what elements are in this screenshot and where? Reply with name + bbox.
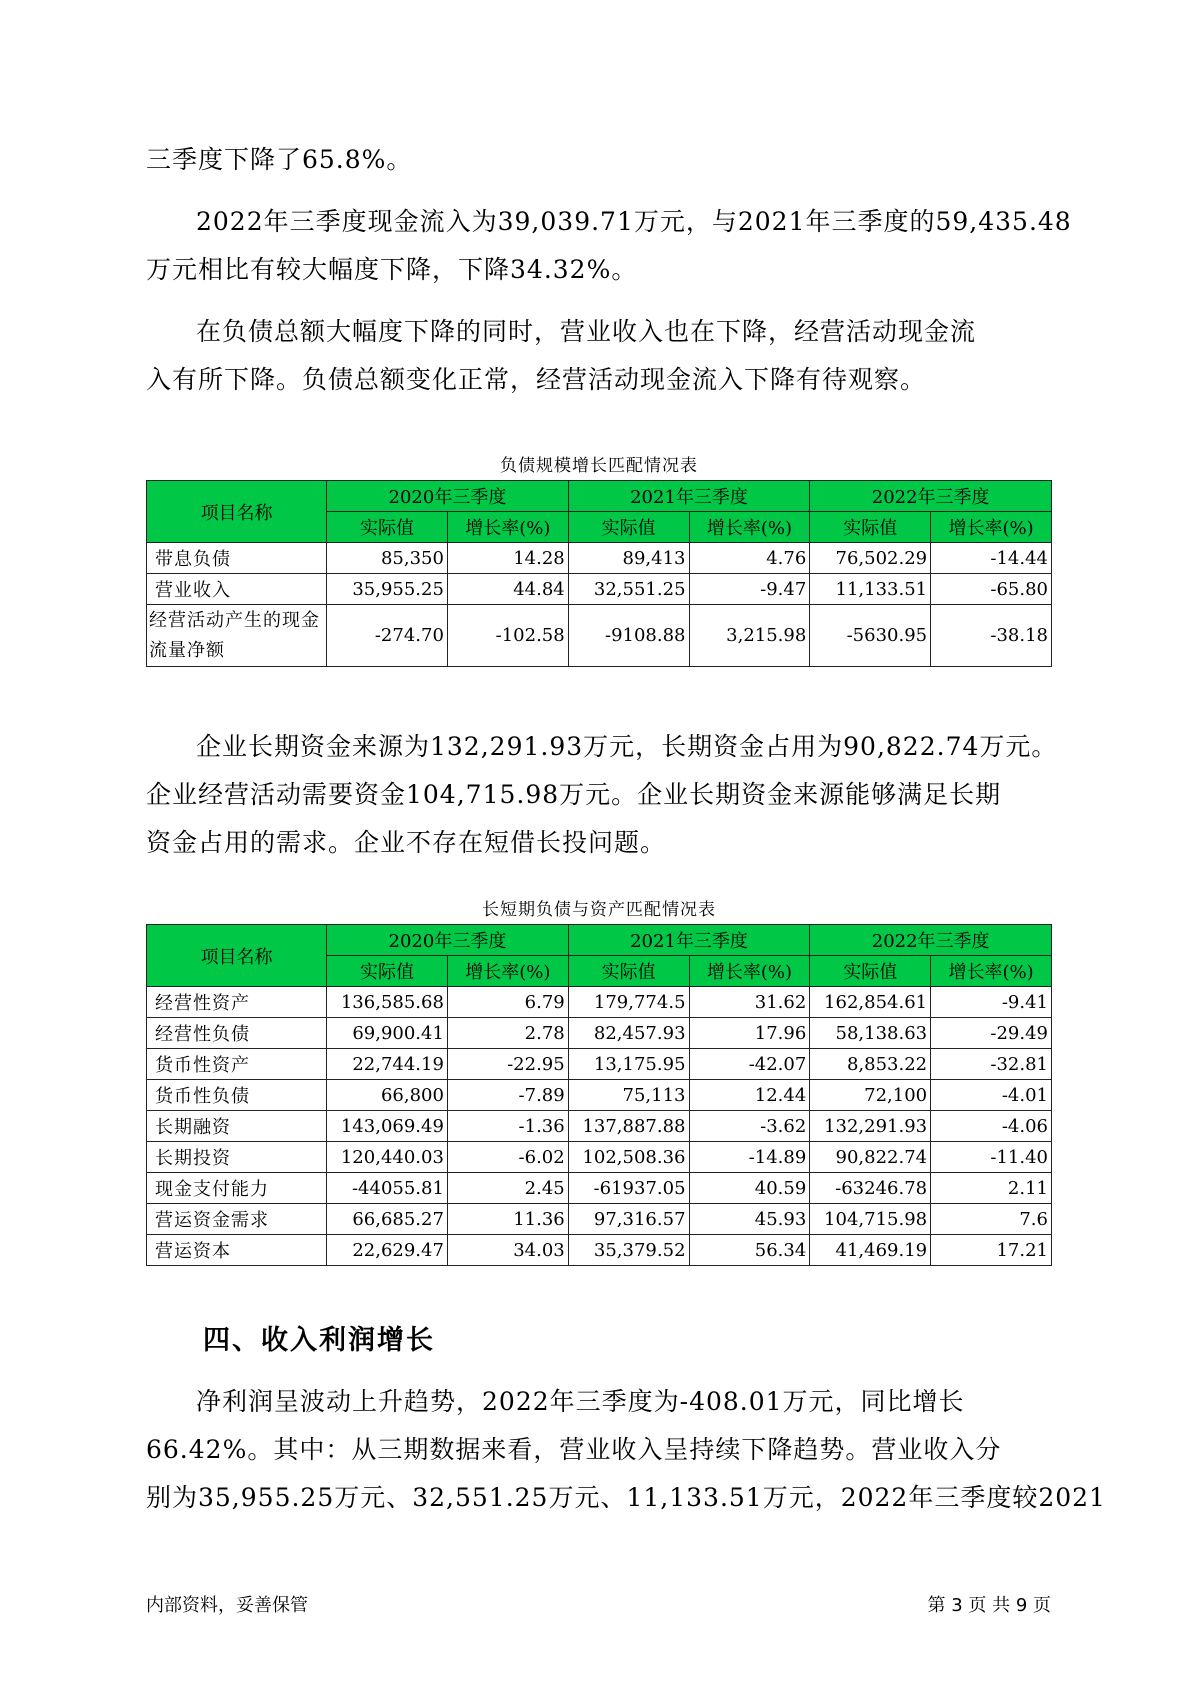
cell: -63246.78 [810, 1173, 931, 1204]
growth-rate-header: 增长率(%) [931, 512, 1052, 543]
cell: 143,069.49 [327, 1111, 448, 1142]
cell: 72,100 [810, 1080, 931, 1111]
actual-value-header: 实际值 [327, 956, 448, 987]
cell: -44055.81 [327, 1173, 448, 1204]
table-row [147, 543, 1052, 574]
cell: 41,469.19 [810, 1235, 931, 1266]
cell: 97,316.57 [568, 1204, 689, 1235]
cell: 45.93 [689, 1204, 810, 1235]
table-row [147, 1111, 1052, 1142]
cell: -38.18 [931, 605, 1052, 667]
actual-value-header: 实际值 [810, 956, 931, 987]
table-row [147, 1173, 1052, 1204]
cell: 179,774.5 [568, 987, 689, 1018]
paragraph-3 [146, 308, 1062, 404]
actual-value-header: 实际值 [810, 512, 931, 543]
actual-value-header: 实际值 [568, 512, 689, 543]
cell: 90,822.74 [810, 1142, 931, 1173]
table-row [147, 1204, 1052, 1235]
row-name: 经营活动产生的现金流量净额 [147, 605, 327, 667]
table-row [147, 574, 1052, 605]
debt-asset-match-table [146, 924, 1052, 1266]
table1-caption: 负债规模增长匹配情况表 [500, 456, 698, 476]
cell: 75,113 [568, 1080, 689, 1111]
cell: 14.28 [447, 543, 568, 574]
cell: 22,744.19 [327, 1049, 448, 1080]
cell: -4.01 [931, 1080, 1052, 1111]
cell: -3.62 [689, 1111, 810, 1142]
text-line: 在负债总额大幅度下降的同时，营业收入也在下降，经营活动现金流 [196, 317, 977, 346]
cell: 104,715.98 [810, 1204, 931, 1235]
cell: 2.45 [447, 1173, 568, 1204]
cell: 85,350 [327, 543, 448, 574]
text-line: 净利润呈波动上升趋势，2022年三季度为-408.01万元，同比增长 [196, 1387, 965, 1416]
growth-rate-header: 增长率(%) [447, 956, 568, 987]
cell: 34.03 [447, 1235, 568, 1266]
growth-rate-header: 增长率(%) [689, 512, 810, 543]
period-header: 2020年三季度 [327, 481, 569, 512]
row-name: 营业收入 [147, 574, 327, 605]
cell: 102,508.36 [568, 1142, 689, 1173]
text-line: 企业长期资金来源为132,291.93万元，长期资金占用为90,822.74万元。 [196, 732, 1058, 761]
growth-rate-header: 增长率(%) [689, 956, 810, 987]
row-name: 现金支付能力 [147, 1173, 327, 1204]
row-name: 营运资金需求 [147, 1204, 327, 1235]
text-line: 66.42%。其中：从三期数据来看，营业收入呈持续下降趋势。营业收入分 [146, 1435, 1002, 1464]
cell: -5630.95 [810, 605, 931, 667]
cell: -11.40 [931, 1142, 1052, 1173]
cell: 35,955.25 [327, 574, 448, 605]
table-row [147, 1080, 1052, 1111]
cell: 66,685.27 [327, 1204, 448, 1235]
cell: -7.89 [447, 1080, 568, 1111]
cell: -9.41 [931, 987, 1052, 1018]
cell: 35,379.52 [568, 1235, 689, 1266]
cell: 132,291.93 [810, 1111, 931, 1142]
cell: -14.44 [931, 543, 1052, 574]
cell: 162,854.61 [810, 987, 931, 1018]
cell: -42.07 [689, 1049, 810, 1080]
cell: -65.80 [931, 574, 1052, 605]
text-line: 资金占用的需求。企业不存在短借长投问题。 [146, 828, 667, 857]
cell: -61937.05 [568, 1173, 689, 1204]
cell: 12.44 [689, 1080, 810, 1111]
actual-value-header: 实际值 [327, 512, 448, 543]
row-name: 营运资本 [147, 1235, 327, 1266]
item-name-header: 项目名称 [147, 481, 327, 543]
period-header: 2021年三季度 [568, 481, 810, 512]
cell: -32.81 [931, 1049, 1052, 1080]
cell: 8,853.22 [810, 1049, 931, 1080]
cell: -6.02 [447, 1142, 568, 1173]
cell: 40.59 [689, 1173, 810, 1204]
cell: 120,440.03 [327, 1142, 448, 1173]
paragraph-1 [146, 136, 1062, 184]
cell: -274.70 [327, 605, 448, 667]
cell: 17.21 [931, 1235, 1052, 1266]
cell: 82,457.93 [568, 1018, 689, 1049]
cell: 32,551.25 [568, 574, 689, 605]
cell: 56.34 [689, 1235, 810, 1266]
section-heading: 四、收入利润增长 [203, 1325, 435, 1356]
cell: 11,133.51 [810, 574, 931, 605]
cell: -29.49 [931, 1018, 1052, 1049]
cell: -9108.88 [568, 605, 689, 667]
row-name: 长期投资 [147, 1142, 327, 1173]
row-name: 货币性负债 [147, 1080, 327, 1111]
period-header: 2021年三季度 [568, 925, 810, 956]
item-name-header: 项目名称 [147, 925, 327, 987]
cell: 4.76 [689, 543, 810, 574]
text-line: 三季度下降了65.8%。 [146, 145, 413, 174]
growth-rate-header: 增长率(%) [931, 956, 1052, 987]
row-name: 货币性资产 [147, 1049, 327, 1080]
cell: 58,138.63 [810, 1018, 931, 1049]
growth-rate-header: 增长率(%) [447, 512, 568, 543]
cell: 69,900.41 [327, 1018, 448, 1049]
text-line: 企业经营活动需要资金104,715.98万元。企业长期资金来源能够满足长期 [146, 780, 1002, 809]
footer-confidential-note: 内部资料，妥善保管 [146, 1595, 308, 1616]
footer-page-number: 第 3 页 共 9 页 [927, 1595, 1051, 1616]
text-line: 别为35,955.25万元、32,551.25万元、11,133.51万元，2022年三季度较2021 [146, 1483, 1106, 1512]
cell: -22.95 [447, 1049, 568, 1080]
table-row [147, 1049, 1052, 1080]
paragraph-5 [146, 1378, 1106, 1522]
text-line: 2022年三季度现金流入为39,039.71万元，与2021年三季度的59,435.48 [196, 207, 1072, 236]
row-name: 长期融资 [147, 1111, 327, 1142]
text-line: 入有所下降。负债总额变化正常，经营活动现金流入下降有待观察。 [146, 365, 927, 394]
cell: 11.36 [447, 1204, 568, 1235]
cell: 136,585.68 [327, 987, 448, 1018]
row-name: 经营性资产 [147, 987, 327, 1018]
cell: 22,629.47 [327, 1235, 448, 1266]
cell: 31.62 [689, 987, 810, 1018]
cell: 2.11 [931, 1173, 1052, 1204]
cell: 3,215.98 [689, 605, 810, 667]
cell: 76,502.29 [810, 543, 931, 574]
period-header: 2020年三季度 [327, 925, 569, 956]
debt-scale-table [146, 480, 1052, 667]
cell: -102.58 [447, 605, 568, 667]
text-line: 万元相比有较大幅度下降，下降34.32%。 [146, 255, 638, 284]
table-row [147, 605, 1052, 667]
cell: -1.36 [447, 1111, 568, 1142]
cell: 44.84 [447, 574, 568, 605]
cell: 17.96 [689, 1018, 810, 1049]
cell: 6.79 [447, 987, 568, 1018]
table-row [147, 1142, 1052, 1173]
row-name: 经营性负债 [147, 1018, 327, 1049]
cell: 89,413 [568, 543, 689, 574]
period-header: 2022年三季度 [810, 925, 1052, 956]
table2-caption: 长短期负债与资产匹配情况表 [482, 900, 716, 920]
cell: -14.89 [689, 1142, 810, 1173]
paragraph-2 [146, 198, 1072, 294]
row-name: 带息负债 [147, 543, 327, 574]
table-row [147, 1018, 1052, 1049]
actual-value-header: 实际值 [568, 956, 689, 987]
cell: 7.6 [931, 1204, 1052, 1235]
paragraph-4 [146, 723, 1062, 867]
cell: 66,800 [327, 1080, 448, 1111]
cell: 137,887.88 [568, 1111, 689, 1142]
cell: 13,175.95 [568, 1049, 689, 1080]
cell: 2.78 [447, 1018, 568, 1049]
cell: -9.47 [689, 574, 810, 605]
cell: -4.06 [931, 1111, 1052, 1142]
period-header: 2022年三季度 [810, 481, 1052, 512]
table-row [147, 1235, 1052, 1266]
table-row [147, 987, 1052, 1018]
